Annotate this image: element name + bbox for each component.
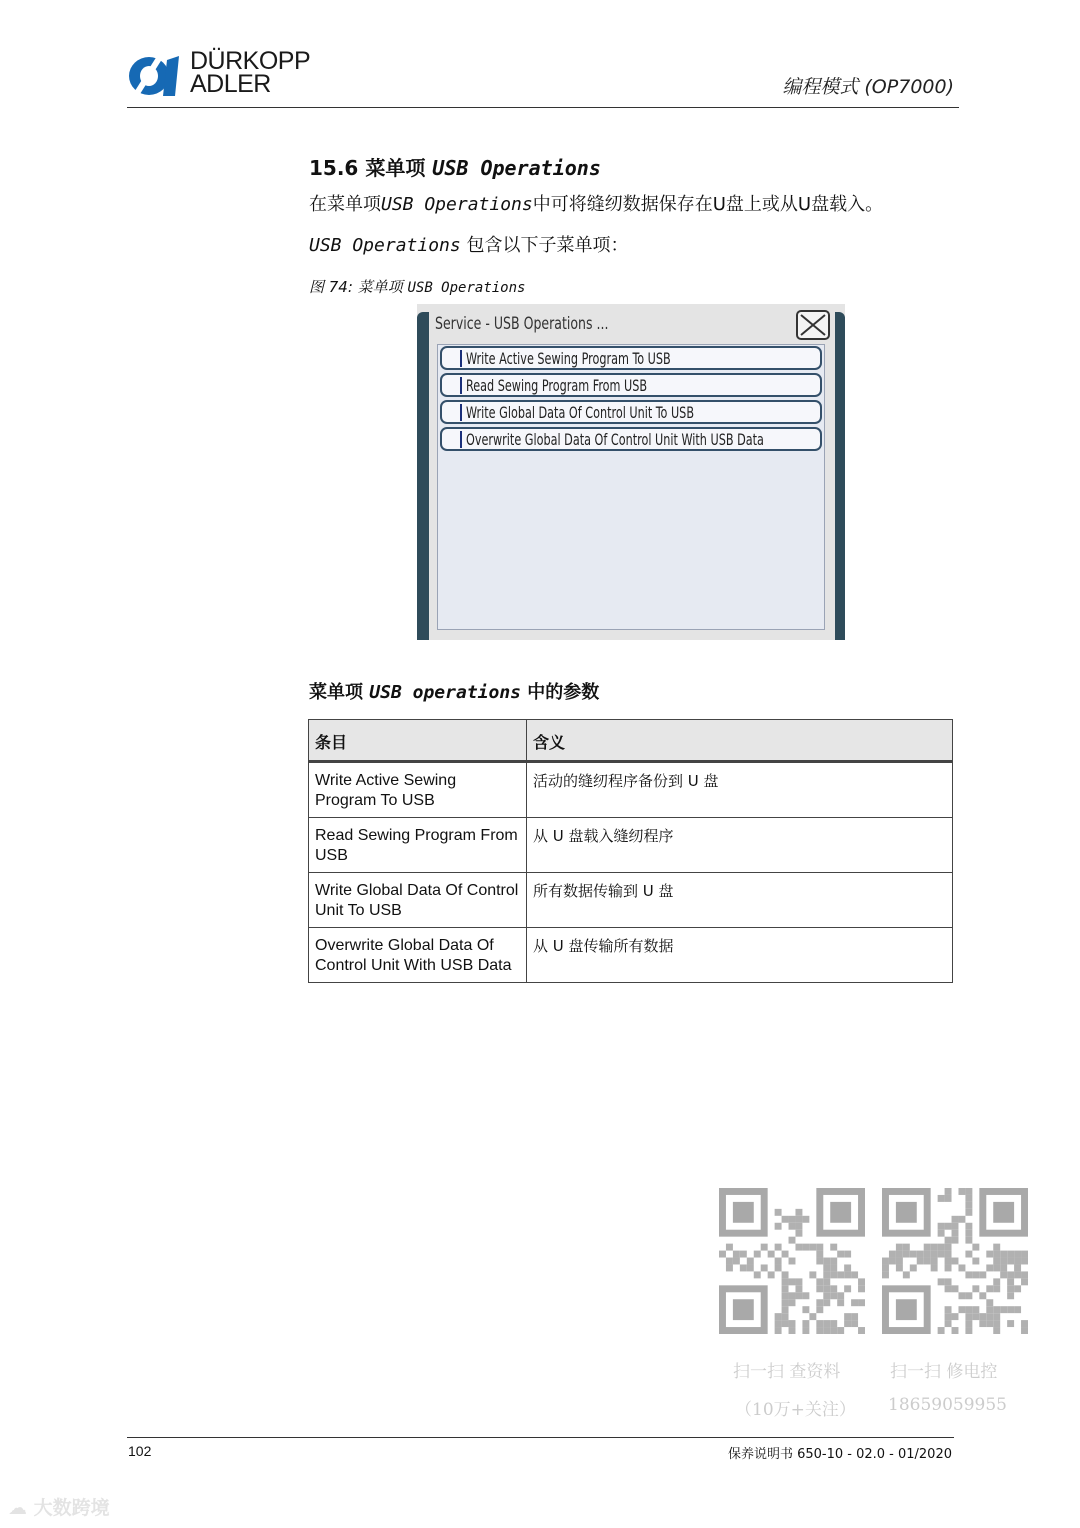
table-row [309, 873, 953, 928]
usb-operations-screen [417, 304, 845, 640]
logo-mark-icon [127, 54, 187, 98]
close-x-icon [798, 312, 828, 338]
section-number: 15.6 [309, 156, 359, 180]
table-cell-meaning: 活动的缝纫程序备份到 U 盘 [527, 762, 953, 818]
table-row [309, 818, 953, 873]
menu-item-write-global-data[interactable] [440, 400, 822, 424]
menu-item-label: Overwrite Global Data Of Control Unit With USB Data [466, 430, 764, 449]
section-title-cn: 菜单项 [365, 156, 426, 180]
table-cell-item: Overwrite Global Data Of Control Unit With USB Data [309, 928, 527, 983]
menu-item-write-active-program[interactable] [440, 346, 822, 370]
section-title [309, 152, 601, 181]
intro-text-1: 在菜单项 [309, 194, 381, 215]
table-row [309, 762, 953, 818]
watermark-text: 大数跨境 [33, 1497, 110, 1519]
menu-item-label: Write Global Data Of Control Unit To USB [466, 403, 695, 422]
screen-left-bar [417, 312, 429, 640]
qr-code-right-icon [882, 1188, 1028, 1334]
parameters-table [308, 719, 953, 983]
intro-text-2: 中可将缝纫数据保存在U盘上或从U盘载入。 [532, 194, 884, 215]
qr-left-caption-1: 扫一扫 查资料 [733, 1362, 841, 1382]
table-cell-item: Write Global Data Of Control Unit To USB [309, 873, 527, 928]
brand-line-2: ADLER [190, 70, 271, 98]
header-divider [127, 107, 959, 108]
column-header-meaning: 含义 [527, 720, 953, 762]
table-cell-meaning: 从 U 盘载入缝纫程序 [527, 818, 953, 873]
intro-code: USB Operations [381, 194, 533, 215]
submenu-intro-text: 包含以下子菜单项： [466, 235, 629, 256]
table-cell-meaning: 从 U 盘传输所有数据 [527, 928, 953, 983]
table-title [309, 678, 599, 704]
table-title-code: USB operations [369, 682, 521, 703]
table-row [309, 928, 953, 983]
menu-item-label: Write Active Sewing Program To USB [466, 349, 671, 368]
menu-item-read-program[interactable] [440, 373, 822, 397]
table-header-row [309, 720, 953, 762]
close-button[interactable] [796, 310, 830, 340]
screen-right-bar [835, 312, 845, 640]
qr-left-caption-2: （10万+关注） [735, 1400, 856, 1420]
qr-right-caption-2: 18659059955 [888, 1395, 1007, 1415]
section-title-code: USB Operations [432, 156, 601, 180]
table-title-cn-2: 中的参数 [527, 682, 600, 703]
menu-item-marker [460, 350, 462, 367]
brand-name [190, 47, 311, 98]
menu-panel [437, 344, 825, 630]
menu-item-label: Read Sewing Program From USB [466, 376, 648, 395]
brand-logo [127, 47, 327, 100]
menu-item-marker [460, 377, 462, 394]
table-title-cn-1: 菜单项 [309, 682, 363, 703]
table-cell-item: Read Sewing Program From USB [309, 818, 527, 873]
menu-item-marker [460, 404, 462, 421]
document-reference: 保养说明书 650-10 - 02.0 - 01/2020 [727, 1447, 952, 1462]
submenu-intro-code: USB Operations [309, 235, 461, 256]
screen-title: Service - USB Operations ... [435, 314, 609, 334]
table-cell-meaning: 所有数据传输到 U 盘 [527, 873, 953, 928]
watermark-logo-icon: ☁ [8, 1497, 27, 1519]
footer-divider [127, 1437, 954, 1438]
qr-code-left-icon [719, 1188, 865, 1334]
figure-caption [309, 276, 525, 297]
running-header: 编程模式 (OP7000) [782, 76, 954, 98]
menu-item-overwrite-global-data[interactable] [440, 427, 822, 451]
qr-right-caption-1: 扫一扫 修电控 [890, 1362, 998, 1382]
column-header-item: 条目 [309, 720, 527, 762]
menu-item-marker [460, 431, 462, 448]
watermark [8, 1493, 110, 1520]
submenu-intro [309, 231, 628, 257]
brand-line-1: DÜRKOPP [190, 47, 311, 75]
intro-paragraph [309, 190, 883, 216]
figure-caption-code: USB Operations [407, 280, 526, 296]
figure-caption-prefix: 图 74: 菜单项 [309, 278, 403, 296]
page-number: 102 [128, 1443, 152, 1459]
table-cell-item: Write Active Sewing Program To USB [309, 762, 527, 818]
